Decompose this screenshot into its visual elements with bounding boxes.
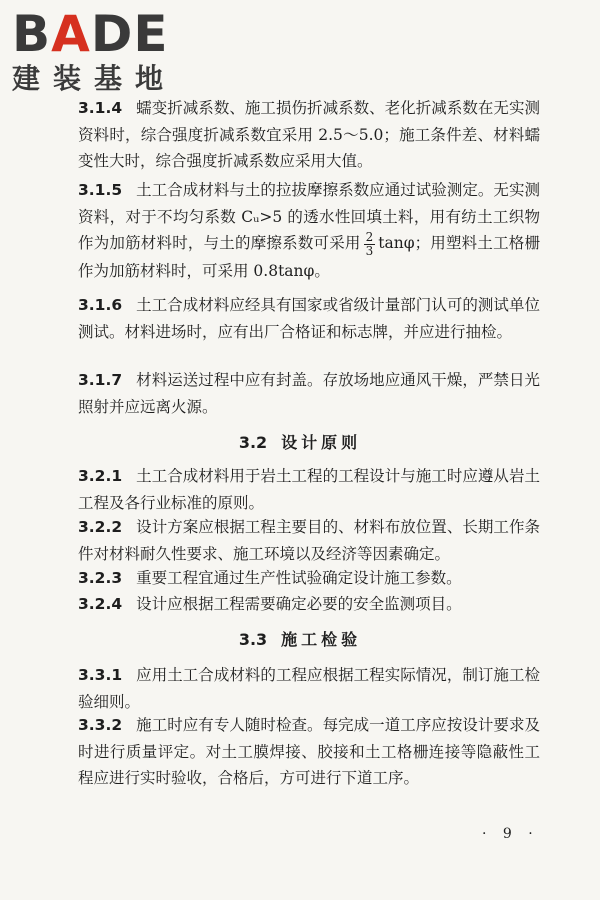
clause-text: 材料运送过程中应有封盖。存放场地应通风干燥，严禁日光照射并应远离火源。	[78, 371, 540, 416]
section-heading-3-3: 3.3 施工检验	[238, 630, 362, 649]
clause-3-3-1	[78, 662, 540, 715]
clause-text: 蠕变折减系数、施工损伤折减系数、老化折减系数在无实测资料时，综合强度折减系数宜采用 2.5～5.0；施工条件差、材料蠕变性大时，综合强度折减系数应采用大值。	[78, 99, 540, 170]
clause-text: 土工合成材料与土的拉拔摩擦系数应通过试验测定。无实测资料，对于不均匀系数 Cᵤ>5 的透水性回填土料，用有纺土工织物作为加筋材料时，与土的摩擦系数可采用	[78, 181, 540, 252]
clause-number: 3.1.7	[78, 371, 123, 389]
clause-number: 3.1.5	[78, 181, 123, 199]
clause-number: 3.2.2	[78, 518, 123, 536]
clause-3-1-5	[78, 177, 540, 284]
clause-number: 3.2.4	[78, 595, 123, 613]
clause-text: 重要工程宜通过生产性试验确定设计施工参数。	[136, 569, 462, 587]
clause-3-1-4	[78, 95, 540, 175]
clause-3-1-7	[78, 367, 540, 420]
section-heading-3-2: 3.2 设计原则	[238, 433, 362, 452]
clause-number: 3.2.3	[78, 569, 123, 587]
clause-text: 应用土工合成材料的工程应根据工程实际情况，制订施工检验细则。	[78, 666, 540, 711]
clause-text: 设计方案应根据工程主要目的、材料布放位置、长期工作条件对材料耐久性要求、施工环境以及经济等因素确定。	[78, 518, 540, 563]
clause-3-2-4	[78, 591, 540, 618]
logo-chinese-name: 建装基地	[12, 62, 177, 95]
clause-text-continued: tanφ；用塑料土工格栅作为加筋材料时，可采用 0.8tanφ。	[78, 234, 540, 280]
clause-text: 土工合成材料用于岩土工程的工程设计与施工时应遵从岩土工程及各行业标准的原则。	[78, 467, 540, 512]
fraction-two-thirds: $\frac{2}{3}$	[365, 229, 374, 258]
clause-text: 土工合成材料应经具有国家或省级计量部门认可的测试单位测试。材料进场时，应有出厂合格证和标志牌，并应进行抽检。	[78, 296, 540, 341]
clause-3-3-2	[78, 712, 540, 792]
clause-3-2-2	[78, 514, 540, 567]
clause-3-2-1	[78, 463, 540, 516]
clause-number: 3.1.6	[78, 296, 123, 314]
clause-number: 3.2.1	[78, 467, 123, 485]
clause-number: 3.3.2	[78, 716, 123, 734]
logo-wordmark: BADE	[12, 5, 169, 63]
clause-3-2-3	[78, 565, 540, 592]
clause-text: 施工时应有专人随时检查。每完成一道工序应按设计要求及时进行质量评定。对土工膜焊接、胶接和土工格栅连接等隐蔽性工程应进行实时验收，合格后，方可进行下道工序。	[78, 716, 540, 787]
clause-number: 3.1.4	[78, 99, 123, 117]
clause-text: 设计应根据工程需要确定必要的安全监测项目。	[136, 595, 462, 613]
clause-3-1-6	[78, 292, 540, 345]
page-number: · 9 ·	[482, 826, 539, 842]
clause-number: 3.3.1	[78, 666, 123, 684]
